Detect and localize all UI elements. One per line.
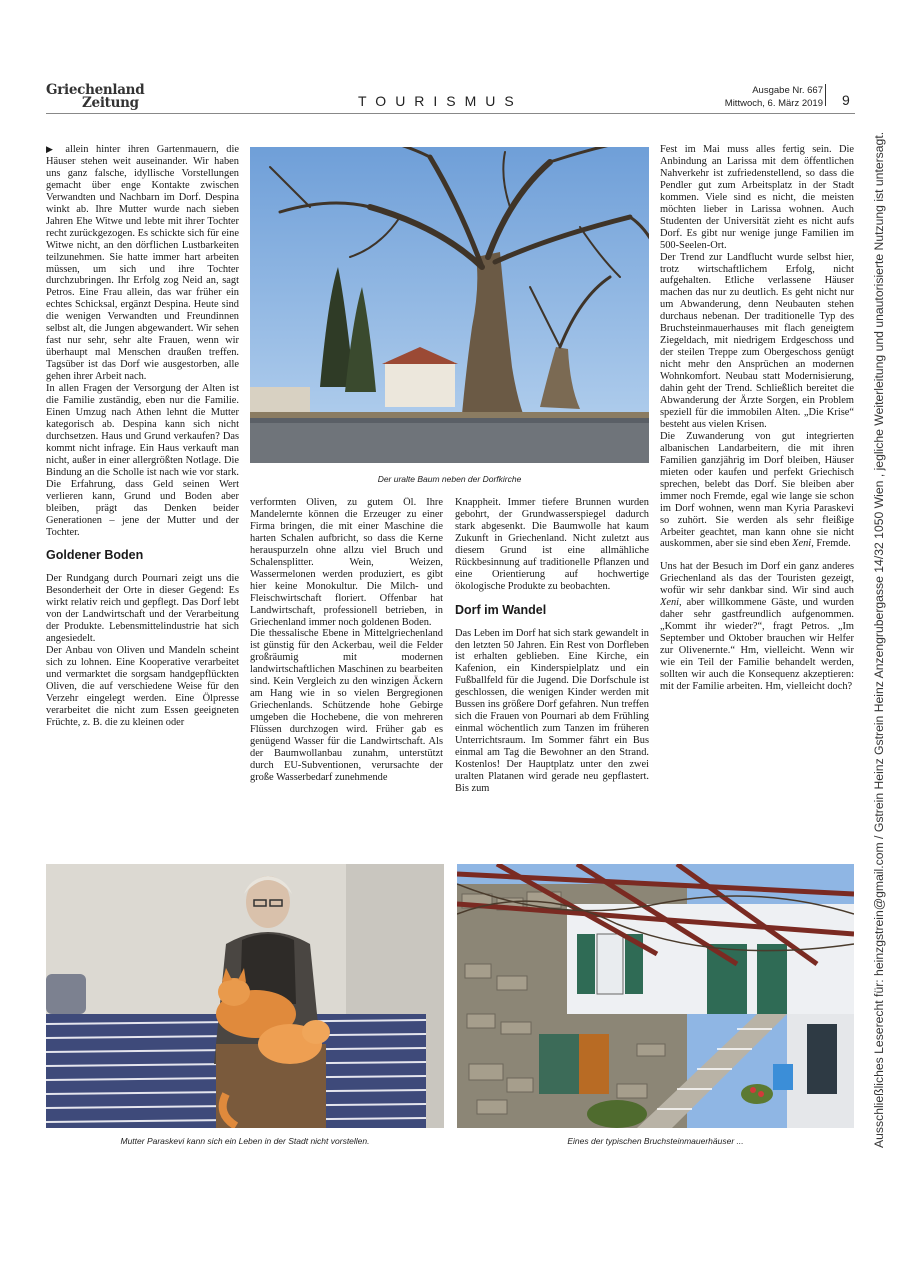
article-column-3 bbox=[455, 497, 649, 850]
header-rule bbox=[46, 113, 855, 114]
header-divider bbox=[825, 84, 826, 106]
woman-cat-photo bbox=[46, 864, 444, 1128]
article-column-2 bbox=[250, 497, 443, 850]
tree-photo-caption: Der uralte Baum neben der Dorfkirche bbox=[377, 474, 522, 484]
col4-paragraph-4: Uns hat der Besuch im Dorf ein ganz anderes Griechenland als das der Touristen gezeigt, wofür wir sehr dankbar sind. Wir sind auch Xeni, aber willkommene Gäste, und wurden daher sehr gastfreundlich aufgenommen. „Kommt ihr wieder?“, fragt Petros. „Im September und Oktober brauchen wir Helfer zur Olivenernte.“ Hm, vielleicht. Wenn wir wie ein Teil der Familie behandelt werden, sollten wir auch die Konsequenz akzeptieren: mit der Familie arbeiten. Hm, vielleicht doch? bbox=[660, 561, 854, 692]
col4-paragraph-1: Fest im Mai muss alles fertig sein. Die Anbindung an Larissa mit dem öffentlichen Nahverkehr ist zufriedenstellend, so dass die Pendler gut zum Arbeitsplatz in der Stadt kommen. Viele sind es nicht, die meisten möchten lieber in Larissa wohnen. Auch Studenten der Universität zieht es nicht aufs Dorf. Es gibt nur wenige junge Familien im 500-Seelen-Ort. bbox=[660, 144, 854, 251]
masthead-line2: Zeitung bbox=[82, 95, 139, 111]
article-column-1 bbox=[46, 144, 239, 850]
xeni-term: Xeni bbox=[660, 597, 680, 609]
license-notice: Ausschließliches Leserecht für: heinzgstrein@gmail.com / Gstrein Heinz Gstrein Heinz Anzengrubergasse 14/32 1050 Wien , jegliche Weiterleitung und unautorisierte Nutzung ist untersagt. bbox=[872, 131, 886, 1148]
section-title: TOURISMUS bbox=[358, 93, 523, 109]
col4-paragraph-3: Die Zuwanderung von gut integrierten albanischen Landarbeitern, die mit ihren Familien ganzjährig im Dorf bleiben, Häuser mieten oder kaufen und perfekt Griechisch sprechen, belebt das Dorf. Sie bleiben aber immer noch Fremde, egal wie lange sie schon im Dorf wohnen, wenn man Kyria Paraskevi so zuhört. Sie werden als sehr fleißige Arbeiter geachtet, man kann ohne sie nicht auskommen, aber sie sind eben Xeni, Fremde. bbox=[660, 430, 854, 550]
masthead-logo bbox=[46, 84, 144, 110]
tree-photo bbox=[250, 147, 649, 463]
article-column-4 bbox=[660, 144, 854, 850]
col3-paragraph-2: Das Leben im Dorf hat sich stark gewandelt in den letzten 50 Jahren. Ein Rest von Dorfleben ist erhalten geblieben. Eine Kirche, ein Kafenion, ein Kinderspielplatz und ein Fußballfeld für die Jugend. Die Dorfschule ist geschlossen, die wenigen Kinder werden mit Bussen ins größere Dorf gefahren. Nun treffen sich die Frauen von Pournari ab dem Frühling einmal wöchentlich zum Tanzen im früheren Unterrichtsraum. Im Sommer fährt ein Bus einmal am Tag die Bewohner an den Strand. Kostenlos! Der Hauptplatz unter den zwei uralten Platanen wird gerade neu gepflastert. Bis zum bbox=[455, 627, 649, 794]
col1-paragraph-1: allein hinter ihren Gartenmauern, die Häuser stehen weit auseinander. Wir haben uns ganz falsche, idyllische Vorstellungen gemacht über enge Kontakte zwischen Verwandten und Nachbarn im Dorf. Despina winkt ab. Ihre Mutter wurde nach sieben Jahren Ehe Witwe und lebte mit ihrer Tochter recht zurückgezogen. Es schickte sich für eine Witwe nicht, an den dörflichen Lustbarkeiten teilzunehmen. Sie hatte immer hart arbeiten müssen, um sich und ihre Tochter durchzubringen. Ihr Erfolg zog Neid an, sagt Petros. Eine Frau allein, das war früher ein echtes Schicksal, ergänzt Despina. Heute sind die wenigen Verwandten und Freundinnen selbst alt, die Jungen abgewandert. Wir sehen fast nur sehr, sehr alte Frauen, wenn wir überhaupt mal Menschen draußen treffen. Tagsüber ist das Dorf wie ausgestorben, alle gehen ihrer Arbeit nach. bbox=[46, 144, 239, 383]
col1-paragraph-2: In allen Fragen der Versorgung der Alten ist die Familie zuständig, eben nur die Familie. Einen Umzug nach Athen lehnt die Mutter kategorisch ab. Despina kann sich nicht durchsetzen. Haus und Grund verkaufen? Das kommt nicht infrage. Ein Haus verkauft man nicht, außer in einer allergrößten Notlage. Die Bindung an die Scholle ist nach wie vor stark. Die Erfahrung, dass Geld seinen Wert verlieren kann, Grund und Boden aber bleiben, prägt das Denken beider Generationen – jene der Mutter und der Tochter. bbox=[46, 383, 239, 538]
col1-paragraph-3: Der Rundgang durch Pournari zeigt uns die Besonderheit der Orte in dieser Gegend: Es wirkt relativ reich und gepflegt. Das Dorf lebt von der Landwirtschaft und der Verarbeitung der Produkte. Lebensmittelindustrie hat sich angesiedelt. bbox=[46, 573, 239, 645]
col2-paragraph-2: Die thessalische Ebene in Mittelgriechenland ist günstig für den Ackerbau, weil die Felder großräumig mit modernen landwirtschaftlichen Maschinen zu bearbeiten sind. Kein Vergleich zu den winzigen Äckern am Hang wie in so vielen Bergregionen Griechenlands. Schützende hohe Gebirge umgeben die Hochebene, die von mehreren Flüssen durchzogen wird. Früher gab es genügend Wasser für die Landwirtschaft. Als der Baumwollanbau zunahm, unterstützt durch EU-Subventionen, verursachte der große Wasserbedarf zunehmende bbox=[250, 628, 443, 783]
col4-paragraph-2: Der Trend zur Landflucht wurde selbst hier, trotz wirtschaftlichem Erfolg, nicht aufgehalten. Etliche verlassene Häuser machen das nur zu deutlich. Es geht nicht nur um Abwanderung, denn Neubauten stehen durchaus nebenan. Der traditionelle Typ des Bruchsteinmauerhauses mit flach geneigtem Ziegeldach, mit niedrigem Erdgeschoss und der steilen Treppe zum Obergeschoss genügt nicht mehr den Ansprüchen an modernen Wohnkomfort. Neubau statt Modernisierung, dahin geht der Trend. Schließlich bereitet die Abwanderung der Ärzte Sorgen, ein Problem speziell für die immobilen Alten. „Die Krise“ besteht aus vielen Krisen. bbox=[660, 251, 854, 430]
col2-paragraph-1: verformten Oliven, zu gutem Öl. Ihre Mandelernte können die Erzeuger zu einer Firma bringen, die mit einer Maschine die harten Schalen aufbricht, so dass die Kerne herauspurzeln ohne allzu viel Bruch und Schalensplitter. Wein, Weizen, Wassermelonen werden produziert, es gibt hier keine Monokultur. Die Milch- und Fleischwirtschaft floriert. Offenbar hat Landwirtschaft, professionell betrieben, in Griechenland immer noch goldenen Boden. bbox=[250, 497, 443, 628]
subheading-dorf-im-wandel: Dorf im Wandel bbox=[455, 602, 547, 617]
issue-date: Mittwoch, 6. März 2019 bbox=[724, 98, 823, 109]
woman-photo-caption: Mutter Paraskevi kann sich ein Leben in der Stadt nicht vorstellen. bbox=[120, 1136, 370, 1146]
house-photo-caption: Eines der typischen Bruchsteinmauerhäuser ... bbox=[567, 1136, 744, 1146]
col1-paragraph-4: Der Anbau von Oliven und Mandeln scheint sich zu lohnen. Eine Kooperative verarbeitet und vermarktet die sorgsam handgepflückten Oliven, die auf verschiedene Weise für den Verzehr eingelegt werden. Eine Ölpresse verarbeitet die nicht zum Essen geeigneten Früchte, z. B. die zu kleinen oder bbox=[46, 645, 239, 728]
continuation-arrow-icon: ▶ bbox=[46, 144, 58, 154]
house-photo bbox=[457, 864, 854, 1128]
issue-number: Ausgabe Nr. 667 bbox=[752, 85, 823, 96]
xeni-term: Xeni bbox=[792, 538, 812, 550]
masthead-line1: Griechenland bbox=[46, 82, 145, 98]
page-number: 9 bbox=[842, 92, 850, 108]
issue-info bbox=[725, 84, 823, 110]
subheading-goldener-boden: Goldener Boden bbox=[46, 548, 144, 563]
col3-paragraph-1: Knappheit. Immer tiefere Brunnen wurden gebohrt, der Grundwasserspiegel dadurch stark abgesenkt. Die Baumwolle hat kaum Zukunft in Griechenland. Nicht zuletzt aus diesem Grund ist eine allmähliche Rückbesinnung auf traditionelle Pflanzen und eine Orientierung auf hochwertige ökologische Produkte zu beobachten. bbox=[455, 497, 649, 592]
